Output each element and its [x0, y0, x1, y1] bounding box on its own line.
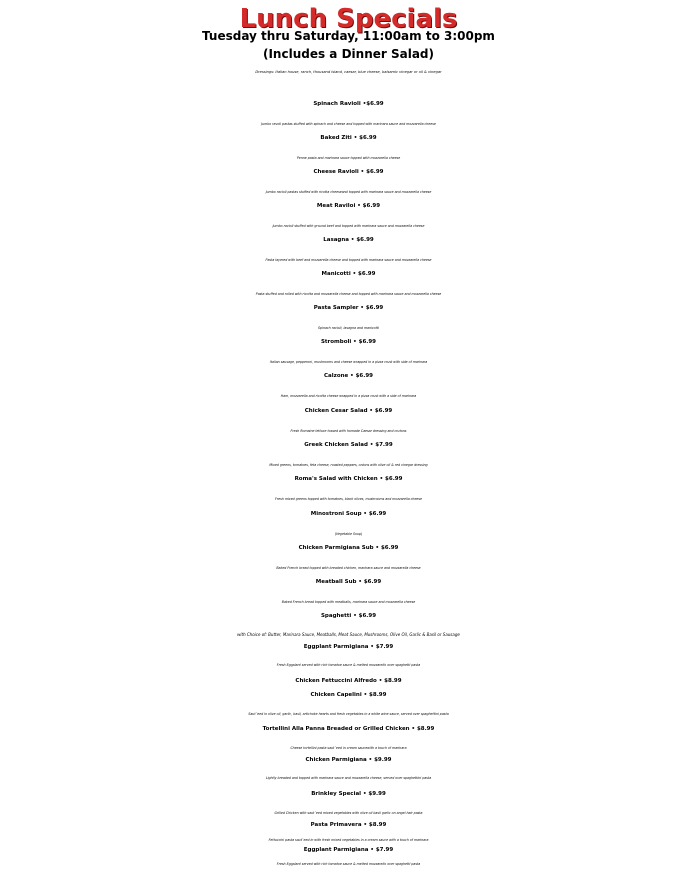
menu-item-name: Chicken Cesar Salad • $6.99 — [304, 408, 393, 414]
menu-item-desc: Penne pasta and marinara sauce topped with mozzarella cheese — [296, 156, 401, 160]
menu-item-desc: Jumbo ravoli pastas stuffed with spinach and cheese and topped with marinara sauce and mozzarella cheese — [261, 122, 436, 126]
menu-item-desc: Saut´eed in olive oil, garlic, basil, artichoke hearts and fresh vegetables in a white wine sauce, served over spaghettini pasta — [248, 712, 449, 716]
menu-item-name: Spinach Ravioli •$6.99 — [313, 101, 384, 107]
menu-item-desc: Italian sausage, pepperoni, mushrooms and cheese wrapped in a pizza crust with side of marinara — [269, 360, 428, 364]
salad-note: (Includes a Dinner Salad) — [262, 47, 434, 61]
menu-item-name: Baked Ziti • $6.99 — [320, 135, 377, 141]
menu-item-desc: Fresh Eggplant served with rich tomatoe sauce & melted mozzarello over spaghetti pasta — [276, 862, 421, 866]
menu-item-name: Tortellini Alla Panna Breaded or Grilled Chicken • $8.99 — [262, 726, 435, 732]
menu-item-name: Spaghetti • $6.99 — [320, 613, 377, 619]
menu-item-name: Roma's Salad with Chicken • $6.99 — [294, 476, 403, 482]
menu-item-name: Greek Chicken Salad • $7.99 — [304, 442, 393, 448]
menu-item-desc: Baked French bread topped with breaded chicken, marinara sauce and mozzarella cheese — [276, 566, 421, 570]
menu-item-desc: (Vegetable Soup) — [334, 532, 363, 536]
menu-item-desc: Baked French bread topped with meatballs, marinara sauce and mozzarella cheese — [281, 600, 416, 604]
menu-item-desc: Fresh Eggplant served with rich tomatoe sauce & melted mozzarello over spaghetti pasta — [276, 663, 421, 667]
menu-item-desc: Fresh mixed greens topped with tomatoes, black olives, mushrooms and mozzarella cheese — [275, 497, 422, 501]
menu-item-desc: Pasta layered with beef and mozzarella cheese and topped with marinara sauce and mozzarella cheese — [265, 258, 432, 262]
menu-item-name: Chicken Parmigiana • $9.99 — [305, 757, 392, 763]
menu-item-name: Stromboli • $6.99 — [320, 339, 377, 345]
menu-item-name: Chicken Fettuccini Alfredo • $8.99 — [295, 678, 402, 684]
menu-item-desc: Pasta stuffed and rolled with ricotta and mozzarella cheese and topped with marinara sauce and mozzarella cheese — [255, 292, 442, 296]
menu-item-desc: Cheese tortellini pasta saut´eed in cream saucewith a touch of marinara — [290, 746, 407, 750]
page-title: Lunch Specials — [239, 4, 458, 34]
menu-item-name: Eggplant Parmigiana • $7.99 — [303, 847, 394, 853]
menu-item-name: Lasagna • $6.99 — [323, 237, 374, 243]
menu-item-name: Pasta Primavera • $8.99 — [310, 822, 387, 828]
menu-item-name: Calzone • $6.99 — [323, 373, 373, 379]
menu-item-desc: Ham, mozzarella and ricotta cheese wrapped in a pizza crust with a side of marinara — [280, 394, 417, 398]
menu-item-name: Brinkley Special • $9.99 — [311, 791, 386, 797]
menu-item-name: Chicken Capelini • $8.99 — [310, 692, 387, 698]
dressings-line: Dressings: Italian house, ranch, thousand island, caesar, blue cheese, balsamic vinegar or oil & vinegar — [255, 70, 442, 74]
menu-item-desc: Grilled Chicken with saut`eed mixed vegetables with olive oil basil garlic on angel hair pasta — [274, 811, 423, 815]
menu-item-name: Manicotti • $6.99 — [321, 271, 376, 277]
menu-item-name: Eggplant Parmigiana • $7.99 — [303, 644, 394, 650]
menu-item-name: Chicken Parmigiana Sub • $6.99 — [298, 545, 399, 551]
menu-item-desc: Fettuccini pasta saut`eed in with fresh mixed vegetables in a cream sauce with a touch of marinara — [268, 838, 429, 842]
menu-item-desc: Fresh Romaine lettuce tossed with homade Caesar dressing and crutons — [290, 429, 407, 433]
menu-item-desc: Jumbo ravioli pastas stuffed with ricotta cheeseand topped with marinara sauce and mozzarella cheese — [265, 190, 432, 194]
spaghetti-choices: with Choice of: Butter, Marinara Sauce, Meatballs, Meat Sauce, Mushrooms, Olive Oil, Garlic & Basil or Sausage — [237, 632, 460, 637]
menu-item-name: Meat Raviloi • $6.99 — [316, 203, 381, 209]
menu-item-desc: Lightly breaded and topped with marinara sauce and mozzarella cheese, served over spaghettini pasta — [265, 776, 432, 780]
menu-item-name: Meatball Sub • $6.99 — [315, 579, 382, 585]
hours-line: Tuesday thru Saturday, 11:00am to 3:00pm — [202, 29, 495, 43]
menu-item-name: Pasta Sampler • $6.99 — [313, 305, 384, 311]
menu-item-desc: Jumbo ravioli stuffed with ground beef and topped with marinara sauce and mozzarella cheese — [272, 224, 425, 228]
menu-item-name: Minostroni Soup • $6.99 — [310, 511, 387, 517]
menu-item-desc: Spinach ravioli, lasagna and manicotti — [318, 326, 379, 330]
menu-item-desc: Mixed greens, tomatoes, feta cheese, roasted peppers, onions with olive oil & red vinegar dressing — [269, 463, 428, 467]
menu-item-name: Cheese Ravioli • $6.99 — [313, 169, 384, 175]
